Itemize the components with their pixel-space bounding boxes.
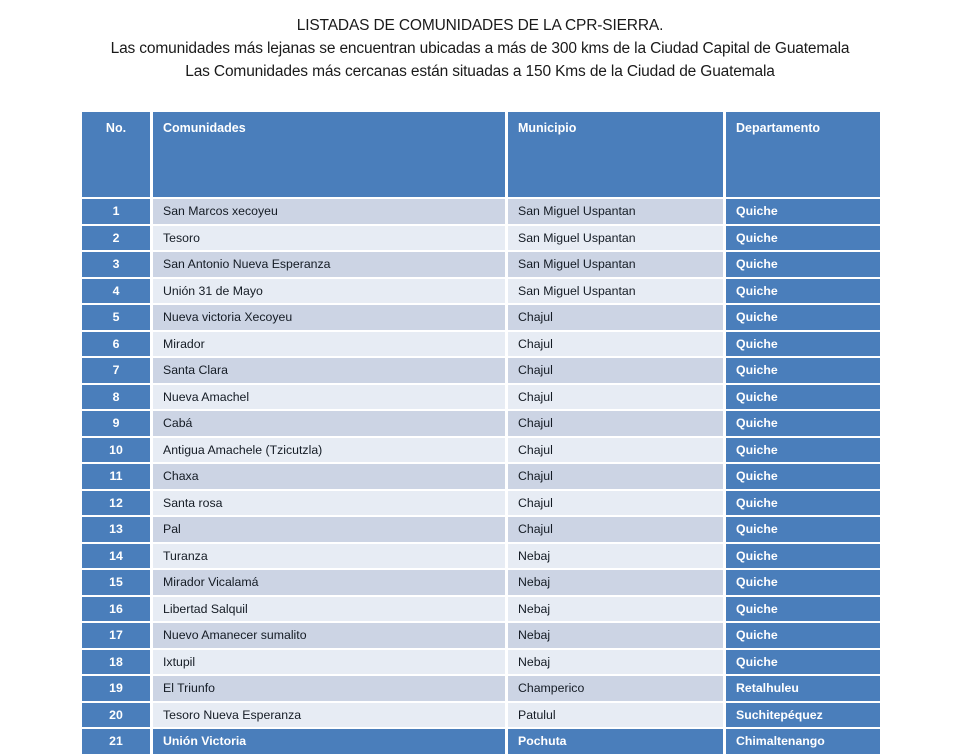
cell-municipio: Chajul bbox=[508, 411, 726, 438]
cell-row-number: 6 bbox=[82, 332, 153, 359]
cell-comunidad: Tesoro Nueva Esperanza bbox=[153, 703, 508, 730]
cell-comunidad: Turanza bbox=[153, 544, 508, 571]
cell-municipio: San Miguel Uspantan bbox=[508, 252, 726, 279]
cell-row-number: 16 bbox=[82, 597, 153, 624]
cell-municipio: Chajul bbox=[508, 517, 726, 544]
cell-municipio: Chajul bbox=[508, 464, 726, 491]
cell-comunidad: Chaxa bbox=[153, 464, 508, 491]
cell-departamento: Quiche bbox=[726, 438, 880, 465]
cell-row-number: 18 bbox=[82, 650, 153, 677]
cell-municipio: Patulul bbox=[508, 703, 726, 730]
cell-municipio: San Miguel Uspantan bbox=[508, 199, 726, 226]
table-header-row bbox=[82, 112, 880, 199]
cell-row-number: 20 bbox=[82, 703, 153, 730]
table-row bbox=[82, 279, 880, 306]
cell-row-number: 12 bbox=[82, 491, 153, 518]
cell-municipio: Chajul bbox=[508, 358, 726, 385]
table-row bbox=[82, 623, 880, 650]
cell-row-number: 17 bbox=[82, 623, 153, 650]
cell-row-number: 3 bbox=[82, 252, 153, 279]
cell-row-number: 9 bbox=[82, 411, 153, 438]
table-header bbox=[82, 112, 880, 199]
cell-municipio: Chajul bbox=[508, 491, 726, 518]
cell-municipio: Nebaj bbox=[508, 650, 726, 677]
cell-comunidad: Mirador Vicalamá bbox=[153, 570, 508, 597]
communities-table bbox=[82, 112, 880, 756]
cell-row-number: 10 bbox=[82, 438, 153, 465]
cell-departamento: Quiche bbox=[726, 199, 880, 226]
cell-departamento: Quiche bbox=[726, 226, 880, 253]
cell-municipio: San Miguel Uspantan bbox=[508, 279, 726, 306]
cell-departamento: Quiche bbox=[726, 464, 880, 491]
table-row bbox=[82, 464, 880, 491]
table-row bbox=[82, 597, 880, 624]
cell-row-number: 19 bbox=[82, 676, 153, 703]
cell-row-number: 14 bbox=[82, 544, 153, 571]
cell-municipio: Pochuta bbox=[508, 729, 726, 756]
table-row bbox=[82, 703, 880, 730]
cell-comunidad: San Antonio Nueva Esperanza bbox=[153, 252, 508, 279]
cell-comunidad: Libertad Salquil bbox=[153, 597, 508, 624]
cell-row-number: 21 bbox=[82, 729, 153, 756]
cell-comunidad: Santa Clara bbox=[153, 358, 508, 385]
cell-comunidad: San Marcos xecoyeu bbox=[153, 199, 508, 226]
cell-departamento: Suchitepéquez bbox=[726, 703, 880, 730]
cell-row-number: 5 bbox=[82, 305, 153, 332]
table-row bbox=[82, 305, 880, 332]
cell-comunidad: Unión 31 de Mayo bbox=[153, 279, 508, 306]
cell-departamento: Quiche bbox=[726, 332, 880, 359]
table-body bbox=[82, 199, 880, 756]
cell-departamento: Quiche bbox=[726, 358, 880, 385]
table-row bbox=[82, 226, 880, 253]
cell-comunidad: Antigua Amachele (Tzicutzla) bbox=[153, 438, 508, 465]
cell-municipio: Nebaj bbox=[508, 544, 726, 571]
cell-comunidad: Santa rosa bbox=[153, 491, 508, 518]
cell-comunidad: Tesoro bbox=[153, 226, 508, 253]
cell-departamento: Quiche bbox=[726, 544, 880, 571]
cell-municipio: Champerico bbox=[508, 676, 726, 703]
cell-departamento: Chimaltenango bbox=[726, 729, 880, 756]
cell-row-number: 4 bbox=[82, 279, 153, 306]
cell-row-number: 15 bbox=[82, 570, 153, 597]
cell-municipio: Chajul bbox=[508, 438, 726, 465]
cell-row-number: 11 bbox=[82, 464, 153, 491]
cell-comunidad: Cabá bbox=[153, 411, 508, 438]
table-row bbox=[82, 517, 880, 544]
cell-municipio: Chajul bbox=[508, 332, 726, 359]
cell-municipio: Chajul bbox=[508, 305, 726, 332]
table-row bbox=[82, 332, 880, 359]
title-block bbox=[30, 14, 930, 83]
table-row bbox=[82, 650, 880, 677]
cell-municipio: Nebaj bbox=[508, 623, 726, 650]
table-row bbox=[82, 199, 880, 226]
cell-municipio: San Miguel Uspantan bbox=[508, 226, 726, 253]
table-row bbox=[82, 729, 880, 756]
table-row bbox=[82, 491, 880, 518]
cell-comunidad: Ixtupil bbox=[153, 650, 508, 677]
cell-municipio: Nebaj bbox=[508, 597, 726, 624]
column-header-comunidades: Comunidades bbox=[153, 112, 508, 199]
cell-departamento: Quiche bbox=[726, 597, 880, 624]
cell-departamento: Quiche bbox=[726, 623, 880, 650]
cell-comunidad: Nueva Amachel bbox=[153, 385, 508, 412]
cell-comunidad: Nuevo Amanecer sumalito bbox=[153, 623, 508, 650]
table-row bbox=[82, 676, 880, 703]
cell-municipio: Nebaj bbox=[508, 570, 726, 597]
cell-comunidad: Unión Victoria bbox=[153, 729, 508, 756]
table-row bbox=[82, 544, 880, 571]
cell-comunidad: El Triunfo bbox=[153, 676, 508, 703]
communities-table-wrapper bbox=[82, 112, 880, 756]
table-row bbox=[82, 358, 880, 385]
cell-row-number: 8 bbox=[82, 385, 153, 412]
cell-departamento: Quiche bbox=[726, 650, 880, 677]
cell-comunidad: Mirador bbox=[153, 332, 508, 359]
cell-municipio: Chajul bbox=[508, 385, 726, 412]
cell-departamento: Quiche bbox=[726, 491, 880, 518]
cell-departamento: Quiche bbox=[726, 570, 880, 597]
cell-row-number: 2 bbox=[82, 226, 153, 253]
cell-row-number: 1 bbox=[82, 199, 153, 226]
cell-departamento: Quiche bbox=[726, 305, 880, 332]
cell-departamento: Quiche bbox=[726, 411, 880, 438]
cell-comunidad: Pal bbox=[153, 517, 508, 544]
table-row bbox=[82, 385, 880, 412]
cell-departamento: Retalhuleu bbox=[726, 676, 880, 703]
cell-row-number: 7 bbox=[82, 358, 153, 385]
table-row bbox=[82, 570, 880, 597]
table-row bbox=[82, 411, 880, 438]
subtitle-line-near: Las Comunidades más cercanas están situadas a 150 Kms de la Ciudad de Guatemala bbox=[185, 63, 775, 80]
column-header-municipio: Municipio bbox=[508, 112, 726, 199]
cell-departamento: Quiche bbox=[726, 252, 880, 279]
table-row bbox=[82, 252, 880, 279]
cell-departamento: Quiche bbox=[726, 279, 880, 306]
subtitle-line-far: Las comunidades más lejanas se encuentran ubicadas a más de 300 kms de la Ciudad Capital de Guatemala bbox=[110, 40, 850, 57]
column-header-no: No. bbox=[82, 112, 153, 199]
cell-comunidad: Nueva victoria Xecoyeu bbox=[153, 305, 508, 332]
cell-departamento: Quiche bbox=[726, 517, 880, 544]
page-title: LISTADAS DE COMUNIDADES DE LA CPR-SIERRA. bbox=[296, 17, 664, 34]
column-header-departamento: Departamento bbox=[726, 112, 880, 199]
cell-departamento: Quiche bbox=[726, 385, 880, 412]
table-row bbox=[82, 438, 880, 465]
cell-row-number: 13 bbox=[82, 517, 153, 544]
